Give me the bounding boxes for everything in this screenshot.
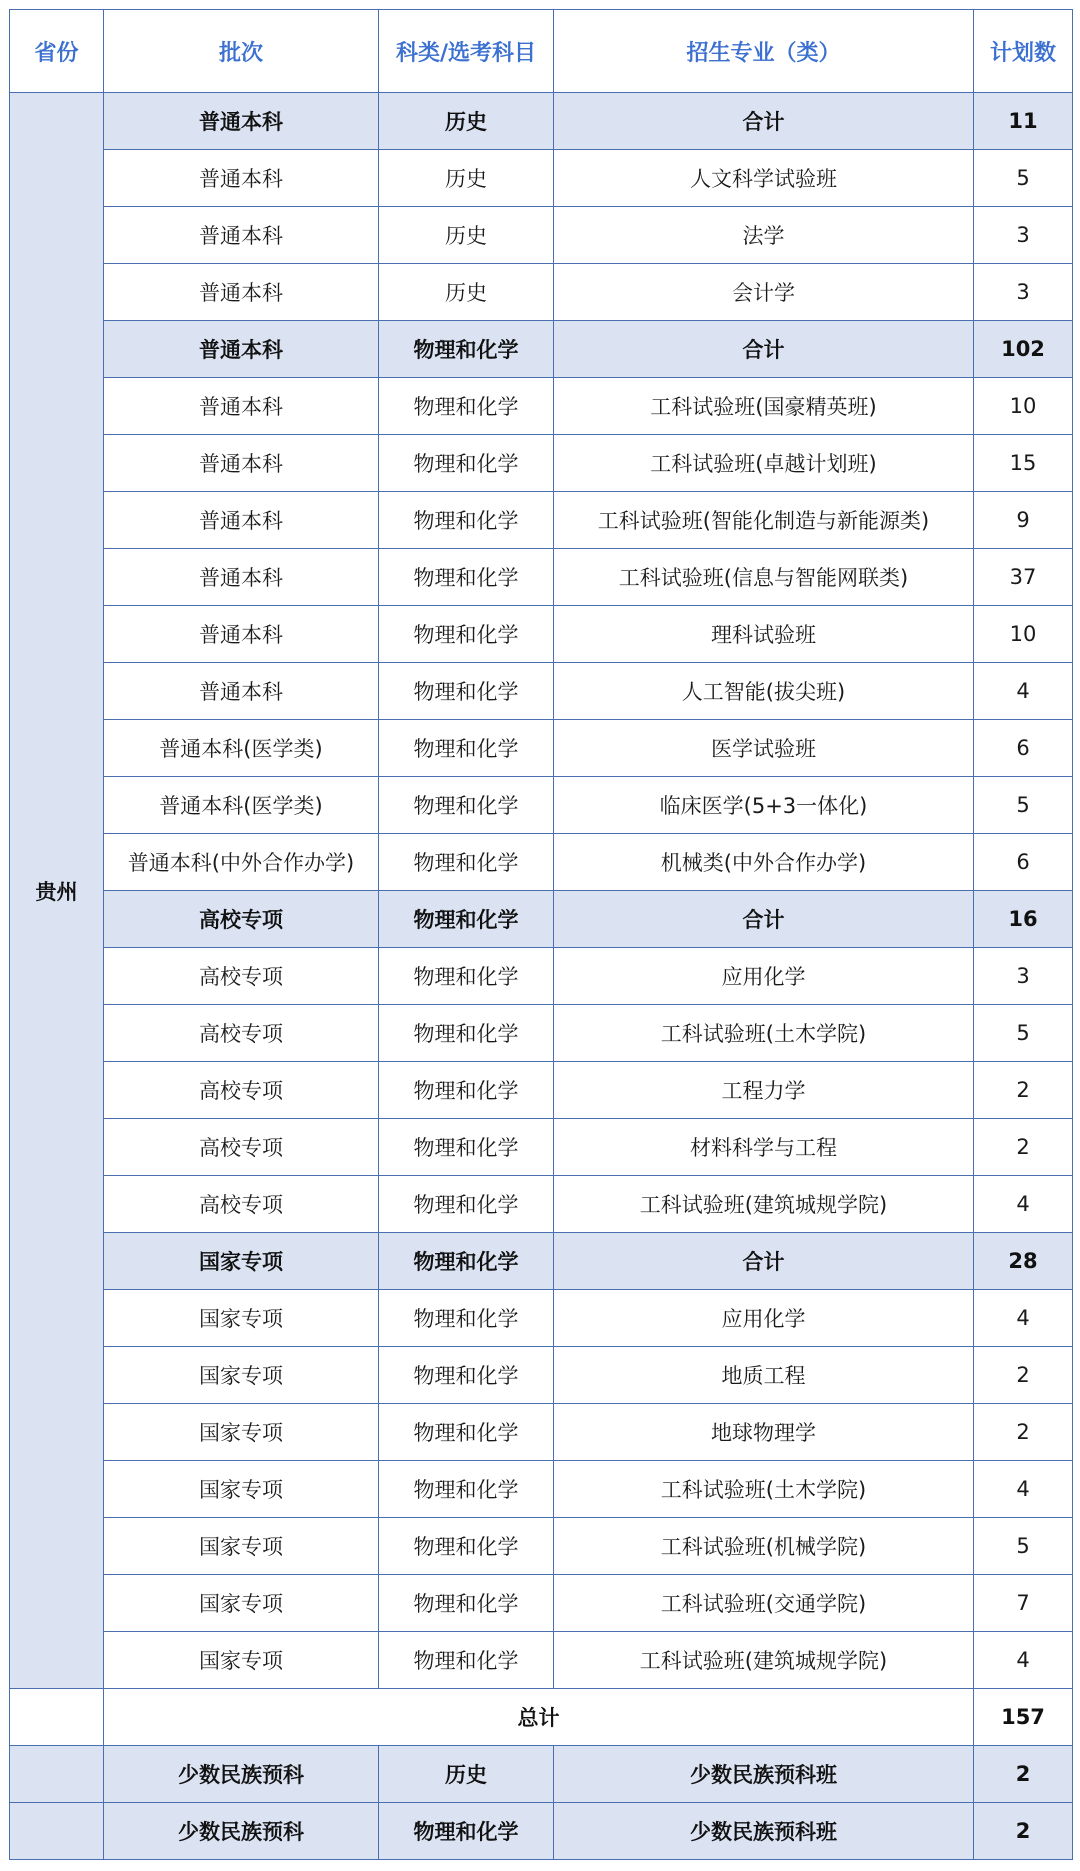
subject-cell: 历史 xyxy=(379,150,554,207)
minority-province-cell xyxy=(10,1803,104,1860)
subject-cell: 物理和化学 xyxy=(379,492,554,549)
grand-total-row xyxy=(10,1689,1073,1746)
batch-cell: 普通本科 xyxy=(104,150,379,207)
table-row xyxy=(10,663,1073,720)
count-cell: 2 xyxy=(974,1347,1073,1404)
count-cell: 10 xyxy=(974,606,1073,663)
count-cell: 4 xyxy=(974,1290,1073,1347)
subject-cell: 物理和化学 xyxy=(379,720,554,777)
subject-cell: 物理和化学 xyxy=(379,1290,554,1347)
batch-cell: 高校专项 xyxy=(104,1005,379,1062)
major-cell: 地球物理学 xyxy=(554,1404,974,1461)
major-cell: 工科试验班(卓越计划班) xyxy=(554,435,974,492)
table-row xyxy=(10,777,1073,834)
subject-cell: 历史 xyxy=(379,264,554,321)
table-row xyxy=(10,948,1073,1005)
count-cell: 3 xyxy=(974,207,1073,264)
count-cell: 5 xyxy=(974,1518,1073,1575)
subject-cell: 物理和化学 xyxy=(379,1461,554,1518)
count-cell: 3 xyxy=(974,948,1073,1005)
table-row xyxy=(10,492,1073,549)
count-cell: 9 xyxy=(974,492,1073,549)
subject-cell: 物理和化学 xyxy=(379,663,554,720)
table-row xyxy=(10,1575,1073,1632)
major-cell: 合计 xyxy=(554,93,974,150)
major-cell: 工科试验班(交通学院) xyxy=(554,1575,974,1632)
batch-cell: 普通本科 xyxy=(104,492,379,549)
batch-cell: 高校专项 xyxy=(104,948,379,1005)
subject-cell: 物理和化学 xyxy=(379,549,554,606)
header-major: 招生专业（类） xyxy=(554,10,974,93)
batch-cell: 少数民族预科 xyxy=(104,1803,379,1860)
major-cell: 工科试验班(机械学院) xyxy=(554,1518,974,1575)
count-cell: 2 xyxy=(974,1746,1073,1803)
major-cell: 应用化学 xyxy=(554,948,974,1005)
batch-cell: 国家专项 xyxy=(104,1347,379,1404)
batch-cell: 普通本科 xyxy=(104,207,379,264)
major-cell: 工科试验班(土木学院) xyxy=(554,1005,974,1062)
batch-cell: 普通本科 xyxy=(104,663,379,720)
grand-total-label: 总计 xyxy=(104,1689,974,1746)
header-province: 省份 xyxy=(10,10,104,93)
subject-cell: 物理和化学 xyxy=(379,834,554,891)
subject-cell: 历史 xyxy=(379,207,554,264)
subject-cell: 物理和化学 xyxy=(379,1062,554,1119)
subject-cell: 物理和化学 xyxy=(379,378,554,435)
minority-row xyxy=(10,1746,1073,1803)
batch-cell: 普通本科(医学类) xyxy=(104,777,379,834)
batch-cell: 普通本科 xyxy=(104,321,379,378)
major-cell: 人工智能(拔尖班) xyxy=(554,663,974,720)
batch-cell: 普通本科 xyxy=(104,93,379,150)
count-cell: 4 xyxy=(974,663,1073,720)
batch-cell: 普通本科 xyxy=(104,606,379,663)
batch-cell: 国家专项 xyxy=(104,1290,379,1347)
batch-cell: 国家专项 xyxy=(104,1233,379,1290)
count-cell: 10 xyxy=(974,378,1073,435)
subject-cell: 物理和化学 xyxy=(379,891,554,948)
subject-cell: 物理和化学 xyxy=(379,1119,554,1176)
table-row xyxy=(10,606,1073,663)
table-row xyxy=(10,150,1073,207)
table-row xyxy=(10,207,1073,264)
header-count: 计划数 xyxy=(974,10,1073,93)
subject-cell: 物理和化学 xyxy=(379,1347,554,1404)
batch-cell: 普通本科(医学类) xyxy=(104,720,379,777)
major-cell: 合计 xyxy=(554,891,974,948)
subject-cell: 物理和化学 xyxy=(379,606,554,663)
count-cell: 2 xyxy=(974,1404,1073,1461)
count-cell: 37 xyxy=(974,549,1073,606)
table-row xyxy=(10,1404,1073,1461)
major-cell: 医学试验班 xyxy=(554,720,974,777)
major-cell: 工科试验班(国豪精英班) xyxy=(554,378,974,435)
subtotal-row xyxy=(10,891,1073,948)
batch-cell: 国家专项 xyxy=(104,1404,379,1461)
major-cell: 工科试验班(信息与智能网联类) xyxy=(554,549,974,606)
major-cell: 少数民族预科班 xyxy=(554,1746,974,1803)
subject-cell: 物理和化学 xyxy=(379,1518,554,1575)
subject-cell: 物理和化学 xyxy=(379,948,554,1005)
table-row xyxy=(10,378,1073,435)
count-cell: 5 xyxy=(974,150,1073,207)
subject-cell: 物理和化学 xyxy=(379,435,554,492)
major-cell: 会计学 xyxy=(554,264,974,321)
subject-cell: 物理和化学 xyxy=(379,1233,554,1290)
table-row xyxy=(10,834,1073,891)
table-row xyxy=(10,720,1073,777)
major-cell: 合计 xyxy=(554,1233,974,1290)
subject-cell: 物理和化学 xyxy=(379,1005,554,1062)
major-cell: 地质工程 xyxy=(554,1347,974,1404)
major-cell: 少数民族预科班 xyxy=(554,1803,974,1860)
header-subject: 科类/选考科目 xyxy=(379,10,554,93)
table-row xyxy=(10,1005,1073,1062)
major-cell: 工程力学 xyxy=(554,1062,974,1119)
count-cell: 5 xyxy=(974,1005,1073,1062)
count-cell: 6 xyxy=(974,720,1073,777)
subject-cell: 物理和化学 xyxy=(379,1404,554,1461)
table-row xyxy=(10,1461,1073,1518)
major-cell: 工科试验班(智能化制造与新能源类) xyxy=(554,492,974,549)
table-row xyxy=(10,264,1073,321)
province-cell: 贵州 xyxy=(10,93,104,1689)
table-row xyxy=(10,435,1073,492)
batch-cell: 少数民族预科 xyxy=(104,1746,379,1803)
subject-cell: 物理和化学 xyxy=(379,777,554,834)
count-cell: 4 xyxy=(974,1461,1073,1518)
count-cell: 6 xyxy=(974,834,1073,891)
enrollment-plan-table xyxy=(9,9,1073,1860)
subtotal-row xyxy=(10,93,1073,150)
grand-total-count: 157 xyxy=(974,1689,1073,1746)
batch-cell: 普通本科 xyxy=(104,378,379,435)
table-row xyxy=(10,1119,1073,1176)
major-cell: 临床医学(5+3一体化) xyxy=(554,777,974,834)
table-row xyxy=(10,1347,1073,1404)
count-cell: 4 xyxy=(974,1176,1073,1233)
major-cell: 法学 xyxy=(554,207,974,264)
batch-cell: 普通本科 xyxy=(104,264,379,321)
batch-cell: 普通本科 xyxy=(104,435,379,492)
major-cell: 理科试验班 xyxy=(554,606,974,663)
batch-cell: 普通本科 xyxy=(104,549,379,606)
subtotal-row xyxy=(10,321,1073,378)
batch-cell: 高校专项 xyxy=(104,1062,379,1119)
count-cell: 5 xyxy=(974,777,1073,834)
table-row xyxy=(10,1632,1073,1689)
count-cell: 2 xyxy=(974,1803,1073,1860)
count-cell: 11 xyxy=(974,93,1073,150)
major-cell: 工科试验班(土木学院) xyxy=(554,1461,974,1518)
table-row xyxy=(10,1176,1073,1233)
table-row xyxy=(10,549,1073,606)
batch-cell: 国家专项 xyxy=(104,1518,379,1575)
major-cell: 材料科学与工程 xyxy=(554,1119,974,1176)
major-cell: 合计 xyxy=(554,321,974,378)
subject-cell: 物理和化学 xyxy=(379,321,554,378)
subject-cell: 物理和化学 xyxy=(379,1632,554,1689)
table-body xyxy=(10,93,1073,1860)
major-cell: 工科试验班(建筑城规学院) xyxy=(554,1176,974,1233)
major-cell: 工科试验班(建筑城规学院) xyxy=(554,1632,974,1689)
header-batch: 批次 xyxy=(104,10,379,93)
count-cell: 2 xyxy=(974,1062,1073,1119)
subject-cell: 历史 xyxy=(379,1746,554,1803)
batch-cell: 国家专项 xyxy=(104,1575,379,1632)
table-row xyxy=(10,1518,1073,1575)
minority-province-cell xyxy=(10,1746,104,1803)
table-row xyxy=(10,1062,1073,1119)
major-cell: 机械类(中外合作办学) xyxy=(554,834,974,891)
batch-cell: 普通本科(中外合作办学) xyxy=(104,834,379,891)
table-header-row xyxy=(10,10,1073,93)
subject-cell: 物理和化学 xyxy=(379,1176,554,1233)
major-cell: 应用化学 xyxy=(554,1290,974,1347)
subtotal-row xyxy=(10,1233,1073,1290)
batch-cell: 高校专项 xyxy=(104,891,379,948)
count-cell: 16 xyxy=(974,891,1073,948)
major-cell: 人文科学试验班 xyxy=(554,150,974,207)
count-cell: 4 xyxy=(974,1632,1073,1689)
count-cell: 3 xyxy=(974,264,1073,321)
grand-total-spacer xyxy=(10,1689,104,1746)
count-cell: 2 xyxy=(974,1119,1073,1176)
count-cell: 102 xyxy=(974,321,1073,378)
count-cell: 15 xyxy=(974,435,1073,492)
table-row xyxy=(10,1290,1073,1347)
minority-row xyxy=(10,1803,1073,1860)
subject-cell: 历史 xyxy=(379,93,554,150)
batch-cell: 高校专项 xyxy=(104,1176,379,1233)
subject-cell: 物理和化学 xyxy=(379,1575,554,1632)
enrollment-plan-table-container xyxy=(9,9,1072,1860)
count-cell: 7 xyxy=(974,1575,1073,1632)
count-cell: 28 xyxy=(974,1233,1073,1290)
batch-cell: 国家专项 xyxy=(104,1632,379,1689)
batch-cell: 国家专项 xyxy=(104,1461,379,1518)
subject-cell: 物理和化学 xyxy=(379,1803,554,1860)
batch-cell: 高校专项 xyxy=(104,1119,379,1176)
